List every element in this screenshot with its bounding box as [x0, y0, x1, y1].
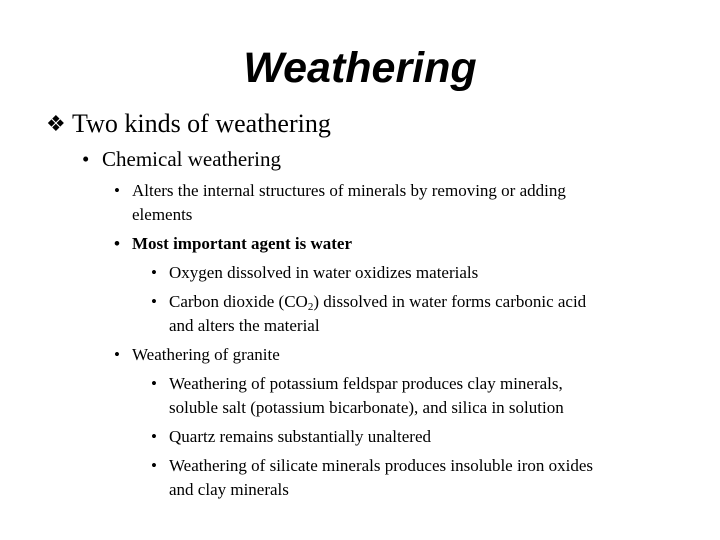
bullet-icon: •	[151, 263, 157, 282]
list-item-text: Most important agent is water	[132, 234, 353, 253]
list-item-granite	[114, 344, 280, 366]
list-item-alters	[114, 180, 566, 202]
list-item-text: Alters the internal structures of minerals by removing or adding	[132, 181, 566, 200]
list-item-alters-continued	[132, 204, 192, 226]
bullet-icon: •	[114, 234, 120, 253]
bullet-icon: •	[151, 427, 157, 446]
list-item-text: soluble salt (potassium bicarbonate), and silica in solution	[169, 398, 564, 417]
bullet-icon: •	[151, 374, 157, 393]
slide-title: Weathering	[243, 44, 477, 92]
list-item-silicate-continued	[169, 479, 289, 501]
bullet-icon: •	[151, 456, 157, 475]
list-item-text: and clay minerals	[169, 480, 289, 499]
list-item-carbon-dioxide	[151, 291, 586, 313]
bullet-icon: •	[151, 292, 157, 311]
list-item-text: Weathering of granite	[132, 345, 280, 364]
bullet-icon: •	[114, 181, 120, 200]
list-item-text: Weathering of silicate minerals produces insoluble iron oxides	[169, 456, 593, 475]
level2-text: Chemical weathering	[102, 147, 282, 171]
list-item-agent	[114, 233, 352, 255]
list-item-text: elements	[132, 205, 193, 224]
level2-item-chemical-weathering	[82, 146, 281, 172]
list-item-feldspar	[151, 373, 563, 395]
list-item-text: Oxygen dissolved in water oxidizes materials	[169, 263, 479, 282]
list-item-text: ) dissolved in water forms carbonic acid	[313, 292, 587, 311]
subscript: 2	[307, 301, 314, 313]
list-item-silicate	[151, 455, 593, 477]
diamond-bullet-icon: ❖	[46, 111, 66, 136]
list-item-text: Weathering of potassium feldspar produces clay minerals,	[169, 374, 563, 393]
bullet-icon: •	[82, 147, 90, 171]
list-item-quartz	[151, 426, 431, 448]
list-item-text: Carbon dioxide (CO	[169, 292, 308, 311]
list-item-text: Quartz remains substantially unaltered	[169, 427, 431, 446]
list-item-oxygen	[151, 262, 478, 284]
list-item-feldspar-continued	[169, 397, 564, 419]
list-item-carbon-dioxide-continued	[169, 315, 320, 337]
bullet-icon: •	[114, 345, 120, 364]
level1-item-two-kinds	[46, 109, 331, 139]
list-item-text: and alters the material	[169, 316, 320, 335]
level1-text: Two kinds of weathering	[72, 109, 331, 138]
